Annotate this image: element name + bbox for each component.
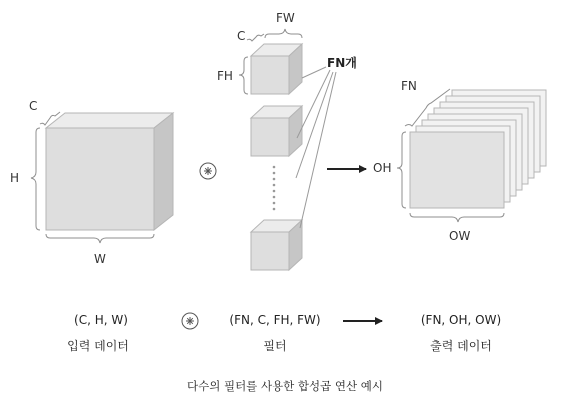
output-name-text: 출력 데이터 xyxy=(430,339,492,353)
filter-cube-3 xyxy=(251,220,302,270)
filter-count-pointer-lines xyxy=(296,67,336,228)
filter-c-label: C xyxy=(237,29,246,43)
input-c-label: C xyxy=(29,99,38,113)
output-oh-bracket xyxy=(397,132,406,208)
input-h-label: H xyxy=(10,171,20,185)
output-oh-label: OH xyxy=(373,161,392,175)
input-w-label: W xyxy=(94,252,106,266)
bottom-convolution-operator-icon xyxy=(182,313,198,329)
input-data-cube xyxy=(46,113,173,230)
output-fn-label: FN xyxy=(401,79,417,93)
filter-shape-text: (FN, C, FH, FW) xyxy=(229,313,321,327)
convolution-operator-icon xyxy=(200,163,216,179)
input-name-text: 입력 데이터 xyxy=(67,339,129,353)
filter-cube-1 xyxy=(251,44,302,94)
filter-fw-bracket xyxy=(265,29,302,38)
input-h-bracket xyxy=(31,128,40,230)
filter-fh-label: FH xyxy=(217,69,233,83)
input-w-bracket xyxy=(46,234,154,243)
filter-count-label: FN개 xyxy=(327,56,357,70)
output-shape-text: (FN, OH, OW) xyxy=(420,313,502,327)
filter-ellipsis-dots xyxy=(273,166,276,211)
filter-fh-bracket xyxy=(239,57,248,94)
filter-fw-label: FW xyxy=(276,11,295,25)
output-feature-map-stack xyxy=(410,90,546,208)
filter-name-text: 필터 xyxy=(263,339,287,353)
input-shape-text: (C, H, W) xyxy=(74,313,128,327)
figure-caption: 다수의 필터를 사용한 합성곱 연산 예시 xyxy=(186,379,384,393)
filter-c-bracket xyxy=(247,34,264,41)
output-ow-bracket xyxy=(410,213,504,222)
filter-cube-2 xyxy=(251,106,302,156)
output-ow-label: OW xyxy=(449,229,471,243)
